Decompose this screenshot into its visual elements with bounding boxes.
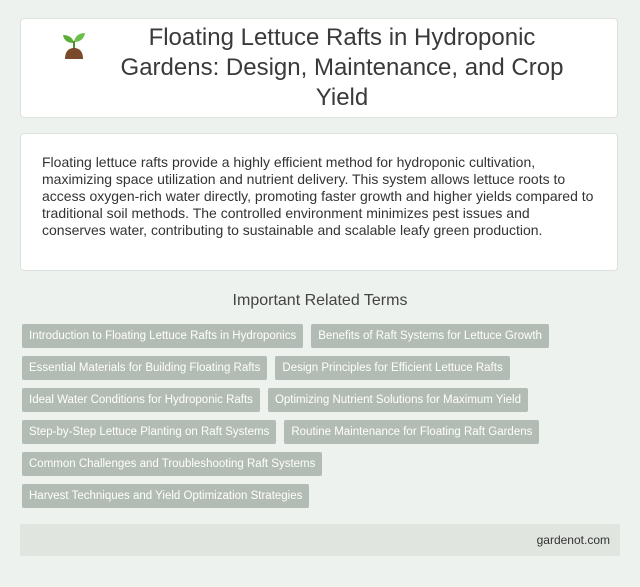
related-term-tag[interactable]: Optimizing Nutrient Solutions for Maximum Yield xyxy=(268,388,528,412)
intro-paragraph: Floating lettuce rafts provide a highly efficient method for hydroponic cultivation, maximizing space utilization and nutrient delivery. This system allows lettuce roots to access oxygen-rich water directly, promoting faster growth and higher yields compared to traditional soil methods. The controlled environment minimizes pest issues and conserves water, contributing to sustainable and scalable leafy green production. xyxy=(42,154,594,238)
related-term-tag[interactable]: Step-by-Step Lettuce Planting on Raft Systems xyxy=(22,420,276,444)
related-term-tag[interactable]: Introduction to Floating Lettuce Rafts in Hydroponics xyxy=(22,324,303,348)
related-term-tag[interactable]: Routine Maintenance for Floating Raft Gardens xyxy=(284,420,539,444)
title-wrap xyxy=(61,23,577,113)
related-terms-list xyxy=(22,324,622,516)
related-term-tag[interactable]: Common Challenges and Troubleshooting Raft Systems xyxy=(22,452,322,476)
related-term-tag[interactable]: Essential Materials for Building Floating Rafts xyxy=(22,356,267,380)
related-term-tag[interactable]: Harvest Techniques and Yield Optimization Strategies xyxy=(22,484,309,508)
footer-site-link[interactable]: gardenot.com xyxy=(536,533,610,547)
related-term-tag[interactable]: Benefits of Raft Systems for Lettuce Growth xyxy=(311,324,549,348)
seedling-icon xyxy=(61,29,87,59)
related-term-tag[interactable]: Design Principles for Efficient Lettuce Rafts xyxy=(275,356,509,380)
footer xyxy=(20,524,620,556)
related-term-tag[interactable]: Ideal Water Conditions for Hydroponic Rafts xyxy=(22,388,260,412)
title-card xyxy=(20,18,618,118)
intro-card xyxy=(20,133,618,271)
page-title: Floating Lettuce Rafts in Hydroponic Gardens: Design, Maintenance, and Crop Yield xyxy=(120,24,564,111)
related-terms-heading: Important Related Terms xyxy=(232,292,408,309)
